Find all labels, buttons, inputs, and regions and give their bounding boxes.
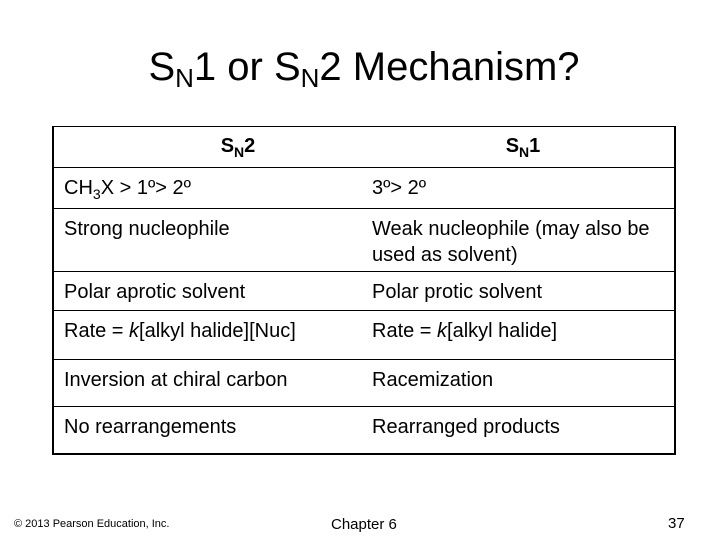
chapter-label: Chapter 6 xyxy=(331,516,397,533)
substrate-sn1: 3º> 2º xyxy=(372,177,427,199)
table-row xyxy=(54,407,674,453)
comparison-table xyxy=(52,126,676,455)
stereochemistry-sn2: Inversion at chiral carbon xyxy=(64,369,288,391)
header-sn1: $S_N1$ xyxy=(505,135,541,160)
rearrangement-sn2: No rearrangements xyxy=(64,416,237,438)
rate-law-sn2: Rate = k[alkyl halide][Nuc] xyxy=(64,320,296,342)
page-number: 37 xyxy=(668,515,685,532)
substrate-sn2: $CH_3X$ > 1º> 2º xyxy=(64,177,191,202)
table-row xyxy=(54,272,674,311)
table-row xyxy=(54,168,674,209)
rate-law-sn1: Rate = k[alkyl halide] xyxy=(372,320,558,342)
solvent-sn1: Polar protic solvent xyxy=(372,281,543,303)
nucleophile-sn2: Strong nucleophile xyxy=(64,218,230,240)
nucleophile-sn1: Weak nucleophile (may also be used as solvent) xyxy=(372,218,650,266)
solvent-sn2: Polar aprotic solvent xyxy=(64,281,246,303)
slide-title: $S_N1$ or $S_N2$ Mechanism? xyxy=(148,45,580,93)
rearrangement-sn1: Rearranged products xyxy=(372,416,560,438)
copyright-text: © 2013 Pearson Education, Inc. xyxy=(14,518,170,530)
table-row xyxy=(54,209,674,272)
table-row xyxy=(54,311,674,360)
table-row xyxy=(54,360,674,407)
stereochemistry-sn1: Racemization xyxy=(372,369,494,391)
header-sn2: $S_N2$ xyxy=(220,135,256,160)
table-header-row xyxy=(54,127,674,168)
